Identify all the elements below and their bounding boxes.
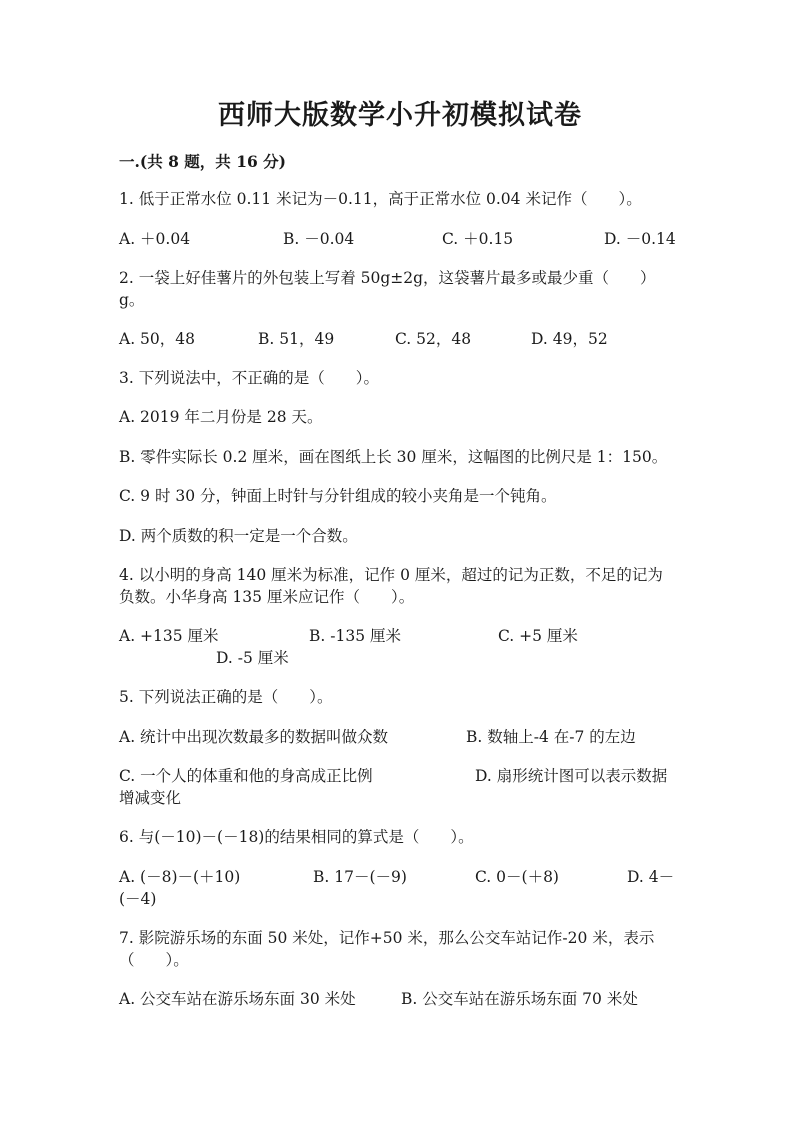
question-6-option-d-continued: (－4) bbox=[119, 890, 157, 908]
question-2-option-a: A. 50，48 bbox=[119, 330, 195, 348]
question-5-option-d-continued: 增减变化 bbox=[119, 789, 182, 807]
question-5-option-c: C. 一个人的体重和他的身高成正比例 bbox=[119, 767, 373, 785]
question-4-option-a: A. +135 厘米 bbox=[119, 627, 219, 645]
question-6-option-b: B. 17－(－9) bbox=[313, 868, 407, 886]
question-5-option-b: B. 数轴上-4 在-7 的左边 bbox=[466, 728, 636, 746]
question-1-option-a: A. ＋0.04 bbox=[119, 230, 191, 248]
question-3-option-b: B. 零件实际长 0.2 厘米，画在图纸上长 30 厘米，这幅图的比例尺是 1：150。 bbox=[119, 448, 668, 466]
question-3-stem: 3. 下列说法中，不正确的是（ ）。 bbox=[119, 369, 379, 387]
question-4-option-c: C. +5 厘米 bbox=[498, 627, 578, 645]
question-6-stem: 6. 与(－10)－(－18)的结果相同的算式是（ ）。 bbox=[119, 828, 474, 846]
question-1-stem: 1. 低于正常水位 0.11 米记为－0.11，高于正常水位 0.04 米记作（ ）。 bbox=[119, 190, 642, 208]
question-1-option-d: D. －0.14 bbox=[604, 230, 676, 248]
page-title: 西师大版数学小升初模拟试卷 bbox=[218, 100, 582, 131]
question-7-stem-line-2: （ ）。 bbox=[119, 951, 189, 969]
question-7-option-b: B. 公交车站在游乐场东面 70 米处 bbox=[401, 990, 638, 1008]
question-4-stem-line-2: 负数。小华身高 135 厘米应记作（ ）。 bbox=[119, 588, 415, 606]
section-header: 一.(共 8 题，共 16 分) bbox=[119, 152, 287, 171]
question-4-option-d: D. -5 厘米 bbox=[216, 649, 289, 667]
question-4-stem-line-1: 4. 以小明的身高 140 厘米为标准，记作 0 厘米，超过的记为正数，不足的记为 bbox=[119, 566, 663, 584]
question-3-option-d: D. 两个质数的积一定是一个合数。 bbox=[119, 527, 358, 545]
question-1-option-b: B. －0.04 bbox=[283, 230, 355, 248]
question-5-option-d: D. 扇形统计图可以表示数据 bbox=[475, 767, 668, 785]
question-2-stem-line-2: g。 bbox=[119, 291, 145, 309]
question-3-option-a: A. 2019 年二月份是 28 天。 bbox=[119, 408, 323, 426]
question-7-option-a: A. 公交车站在游乐场东面 30 米处 bbox=[119, 990, 356, 1008]
question-7-stem-line-1: 7. 影院游乐场的东面 50 米处，记作+50 米，那么公交车站记作-20 米，表示 bbox=[119, 929, 655, 947]
question-1-option-c: C. ＋0.15 bbox=[442, 230, 514, 248]
question-2-option-c: C. 52，48 bbox=[395, 330, 472, 348]
question-6-option-c: C. 0－(＋8) bbox=[475, 868, 559, 886]
question-5-option-a: A. 统计中出现次数最多的数据叫做众数 bbox=[119, 728, 389, 746]
question-5-stem: 5. 下列说法正确的是（ ）。 bbox=[119, 688, 333, 706]
question-2-stem-line-1: 2. 一袋上好佳薯片的外包装上写着 50g±2g，这袋薯片最多或最少重（ ） bbox=[119, 269, 656, 287]
question-2-option-d: D. 49，52 bbox=[531, 330, 608, 348]
question-3-option-c: C. 9 时 30 分，钟面上时针与分针组成的较小夹角是一个钝角。 bbox=[119, 487, 557, 505]
question-6-option-a: A. (－8)－(＋10) bbox=[119, 868, 241, 886]
question-4-option-b: B. -135 厘米 bbox=[309, 627, 401, 645]
question-2-option-b: B. 51，49 bbox=[258, 330, 335, 348]
question-6-option-d: D. 4－ bbox=[627, 868, 675, 886]
